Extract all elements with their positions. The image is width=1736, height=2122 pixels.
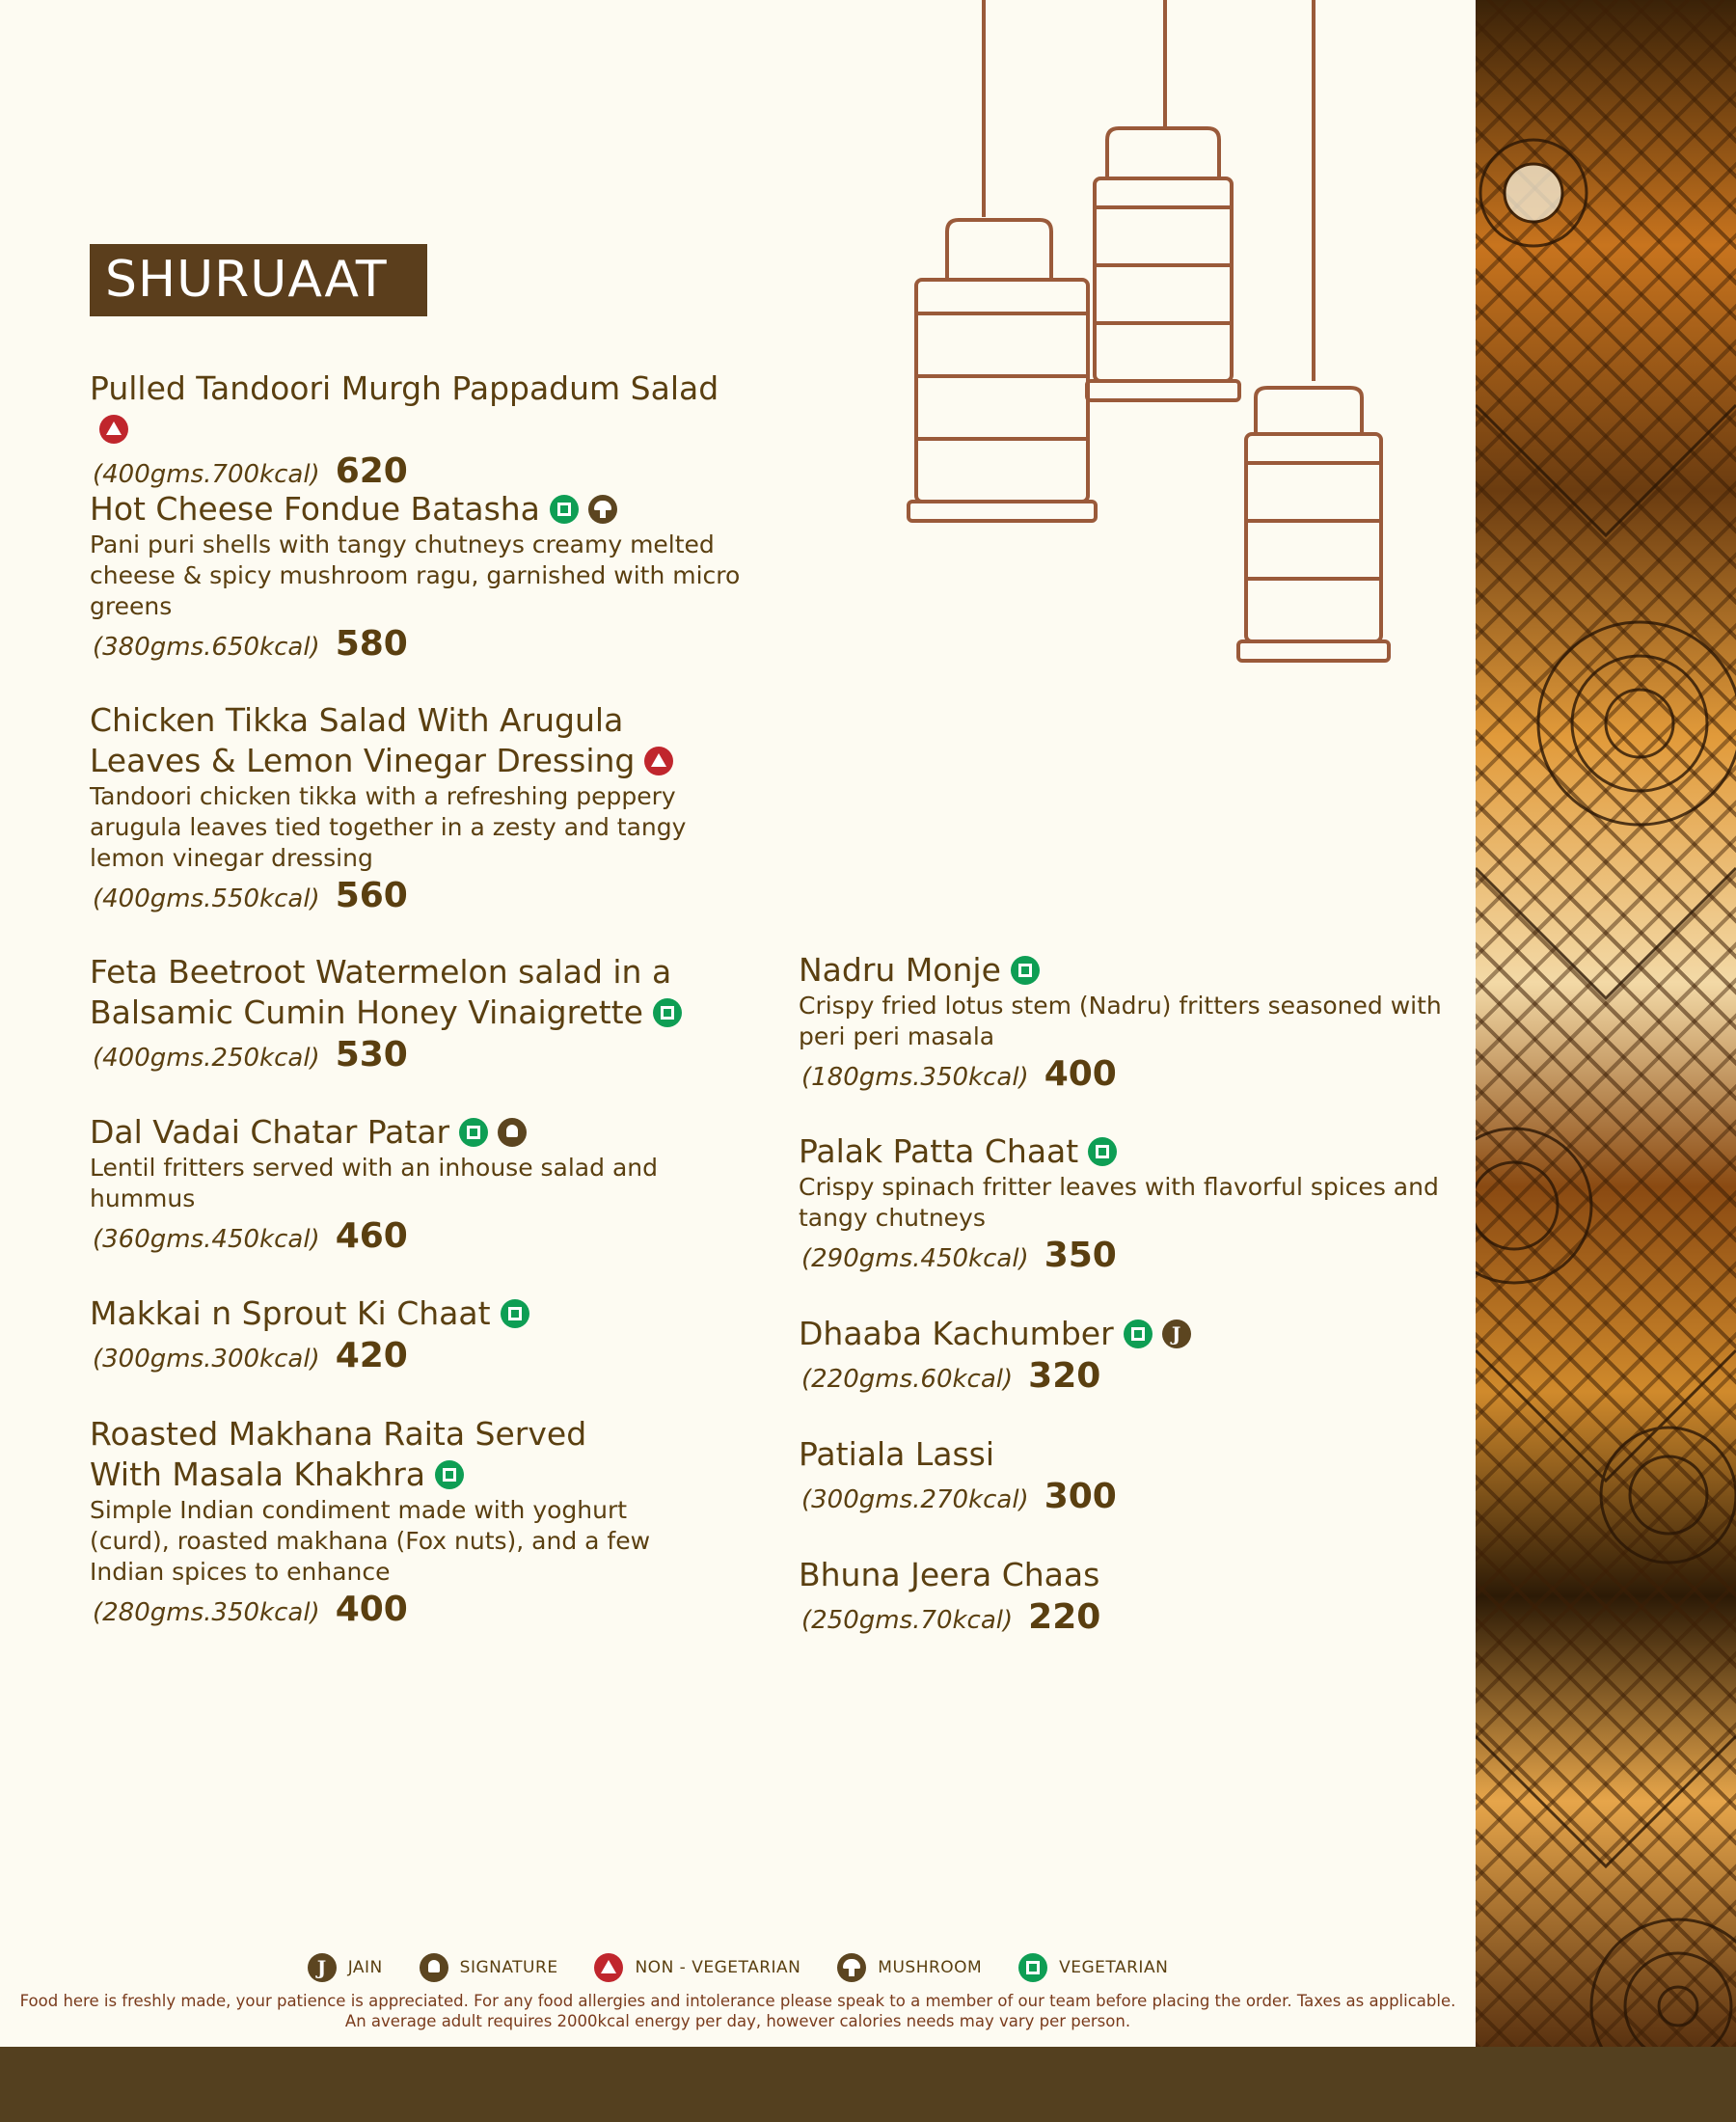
item-name: Makkai n Sprout Ki Chaat	[90, 1294, 491, 1332]
item-price: 220	[1028, 1597, 1101, 1637]
item-weight: (300gms.300kcal)	[93, 1345, 320, 1374]
item-price: 300	[1044, 1477, 1117, 1516]
legend-veg-label: VEGETARIAN	[1059, 1958, 1169, 1977]
non-vegetarian-icon	[644, 747, 673, 775]
item-name: Nadru Monje	[799, 951, 1001, 989]
vegetarian-icon	[1018, 1953, 1047, 1982]
menu-item	[90, 1293, 746, 1375]
item-weight: (250gms.70kcal)	[801, 1606, 1014, 1635]
item-price: 320	[1028, 1356, 1101, 1396]
vegetarian-icon	[1088, 1137, 1117, 1166]
menu-item	[90, 952, 707, 1075]
dietary-legend	[0, 1953, 1476, 1987]
menu-item	[90, 1112, 668, 1256]
item-weight: (300gms.270kcal)	[801, 1485, 1029, 1514]
jain-icon: J	[1162, 1319, 1191, 1348]
item-name: Dal Vadai Chatar Patar	[90, 1113, 450, 1151]
item-name: Bhuna Jeera Chaas	[799, 1556, 1100, 1593]
item-price: 350	[1044, 1236, 1117, 1275]
menu-item	[799, 1314, 1454, 1396]
item-weight: (400gms.250kcal)	[93, 1044, 320, 1073]
item-description: Tandoori chicken tikka with a refreshing peppery arugula leaves tied together in a zesty and tangy lemon vinegar dressing	[90, 782, 687, 872]
menu-item	[90, 368, 746, 491]
menu-item	[799, 1555, 1454, 1637]
item-description: Simple Indian condiment made with yoghurt (curd), roasted makhana (Fox nuts), and a few Indian spices to enhance	[90, 1496, 651, 1586]
item-weight: (220gms.60kcal)	[801, 1365, 1014, 1394]
item-price: 460	[335, 1216, 408, 1256]
mushroom-icon	[837, 1953, 866, 1982]
item-name: Dhaaba Kachumber	[799, 1315, 1114, 1352]
item-weight: (360gms.450kcal)	[93, 1225, 320, 1254]
menu-item	[799, 1131, 1454, 1275]
item-name: Hot Cheese Fondue Batasha	[90, 490, 540, 528]
menu-item	[90, 1414, 707, 1629]
mandala-pattern-strip	[1476, 0, 1736, 2047]
vegetarian-icon	[1011, 956, 1040, 985]
item-name: Palak Patta Chaat	[799, 1132, 1079, 1170]
item-name: Pulled Tandoori Murgh Pappadum Salad	[90, 369, 719, 407]
jain-icon: J	[308, 1953, 337, 1982]
menu-item	[90, 489, 746, 664]
signature-icon	[498, 1118, 527, 1147]
item-name: Chicken Tikka Salad With Arugula Leaves & Lemon Vinegar Dressing	[90, 701, 636, 779]
menu-item	[90, 700, 726, 915]
non-vegetarian-icon	[594, 1953, 623, 1982]
legend-nonveg-label: NON - VEGETARIAN	[635, 1958, 801, 1977]
legend-signature-label: SIGNATURE	[459, 1958, 558, 1977]
item-name: Feta Beetroot Watermelon salad in a Balsamic Cumin Honey Vinaigrette	[90, 953, 672, 1031]
item-description: Pani puri shells with tangy chutneys creamy melted cheese & spicy mushroom ragu, garnished with micro greens	[90, 530, 741, 620]
item-price: 620	[335, 451, 408, 491]
menu-item	[799, 950, 1454, 1094]
item-name: Roasted Makhana Raita Served With Masala Khakhra	[90, 1415, 587, 1493]
item-price: 420	[335, 1336, 408, 1375]
item-weight: (280gms.350kcal)	[93, 1598, 320, 1627]
vegetarian-icon	[550, 495, 579, 524]
footer-notes	[0, 1991, 1476, 2031]
item-weight: (290gms.450kcal)	[801, 1244, 1029, 1273]
footer-bar	[0, 2047, 1736, 2122]
item-weight: (380gms.650kcal)	[93, 633, 320, 662]
item-price: 530	[335, 1035, 408, 1075]
section-title: SHURUAAT	[90, 244, 427, 316]
item-description: Crispy fried lotus stem (Nadru) fritters seasoned with peri peri masala	[799, 992, 1442, 1050]
item-description: Lentil fritters served with an inhouse salad and hummus	[90, 1154, 658, 1212]
item-weight: (400gms.700kcal)	[93, 460, 320, 489]
mushroom-icon	[588, 495, 617, 524]
vegetarian-icon	[459, 1118, 488, 1147]
vegetarian-icon	[653, 998, 682, 1027]
item-name: Patiala Lassi	[799, 1435, 995, 1473]
item-price: 580	[335, 624, 408, 664]
tiffin-lamps-illustration	[897, 0, 1398, 675]
vegetarian-icon	[435, 1460, 464, 1489]
legend-jain-label: JAIN	[347, 1958, 383, 1977]
menu-item	[799, 1434, 1454, 1516]
vegetarian-icon	[501, 1299, 529, 1328]
item-weight: (180gms.350kcal)	[801, 1063, 1029, 1092]
item-weight: (400gms.550kcal)	[93, 884, 320, 913]
vegetarian-icon	[1124, 1319, 1153, 1348]
non-vegetarian-icon	[99, 415, 128, 444]
item-description: Crispy spinach fritter leaves with flavorful spices and tangy chutneys	[799, 1173, 1439, 1232]
item-price: 560	[335, 876, 408, 915]
legend-mushroom-label: MUSHROOM	[878, 1958, 983, 1977]
mandala-pattern-graphic	[1476, 0, 1736, 2047]
calorie-note: An average adult requires 2000kcal energy per day, however calories needs may vary per person.	[344, 2012, 1131, 2030]
allergy-note: Food here is freshly made, your patience is appreciated. For any food allergies and intolerance please speak to a member of our team before placing the order. Taxes as applicable.	[19, 1992, 1456, 2010]
signature-icon	[420, 1953, 448, 1982]
item-price: 400	[1044, 1054, 1117, 1094]
item-price: 400	[335, 1590, 408, 1629]
